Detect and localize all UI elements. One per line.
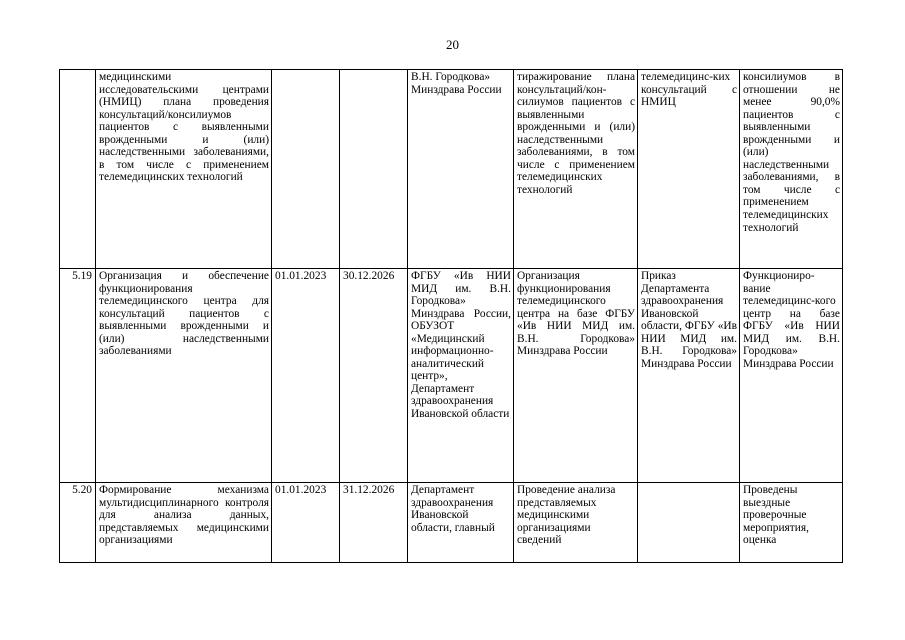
responsible-cell: В.Н. Городкова» Минздрава России (408, 70, 514, 269)
row-number: 5.19 (60, 269, 96, 483)
row-number (60, 70, 96, 269)
responsible-cell: ФГБУ «Ив НИИ МИД им. В.Н. Городкова» Минздрава России, ОБУЗОТ «Медицинский информационно-аналитический центр», Департамент здравоохранения Ивановской области (408, 269, 514, 483)
end-date-cell: 31.12.2026 (340, 483, 408, 563)
activity-cell: Организация и обеспечение функционирования телемедицинского центра для консультаций пациентов с выявленными врожденными и (или) наследственными заболеваниями (96, 269, 272, 483)
start-date-cell: 01.01.2023 (272, 269, 340, 483)
table-row (60, 70, 843, 269)
document-cell: телемедицинс-ких консультаций с НМИЦ (638, 70, 740, 269)
document-cell (638, 483, 740, 563)
description-cell: Проведение анализа представляемых медицинскими организациями сведений (514, 483, 638, 563)
document-cell: Приказ Департамента здравоохранения Ивановской области, ФГБУ «Ив НИИ МИД им. В.Н. Городкова» Минздрава России (638, 269, 740, 483)
result-cell: консилиумов в отношении не менее 90,0% пациентов с выявленными врожденными и (или) наследственными заболеваниями, в том числе с применением телемедицинских технологий (740, 70, 843, 269)
row-number: 5.20 (60, 483, 96, 563)
page-number: 20 (446, 37, 459, 52)
table-row (60, 483, 843, 563)
description-cell: Организация функционирования телемедицинского центра на базе ФГБУ «Ив НИИ МИД им. В.Н. Городкова» Минздрава России (514, 269, 638, 483)
activity-cell: медицинскими исследовательскими центрами (НМИЦ) плана проведения консультаций/консилиумов пациентов с выявленными врожденными и (или) наследственными заболеваниями, в том числе с применением телемедицинских технологий (96, 70, 272, 269)
start-date-cell: 01.01.2023 (272, 483, 340, 563)
description-cell: тиражирование плана консультаций/кон-силиумов пациентов с выявленными врожденными и (или) наследственными заболеваниями, в том числе с применением телемедицинских технологий (514, 70, 638, 269)
end-date-cell: 30.12.2026 (340, 269, 408, 483)
table-row (60, 269, 843, 483)
result-cell: Функциониро-вание телемедицинс-кого центр на базе ФГБУ «Ив НИИ МИД им. В.Н. Городкова» Минздрава России (740, 269, 843, 483)
measures-table (59, 69, 843, 563)
activity-cell: Формирование механизма мультидисциплинарного контроля для анализа данных, представляемых медицинскими организациями (96, 483, 272, 563)
result-cell: Проведены выездные проверочные мероприятия, оценка (740, 483, 843, 563)
end-date-cell (340, 70, 408, 269)
start-date-cell (272, 70, 340, 269)
responsible-cell: Департамент здравоохранения Ивановской области, главный (408, 483, 514, 563)
